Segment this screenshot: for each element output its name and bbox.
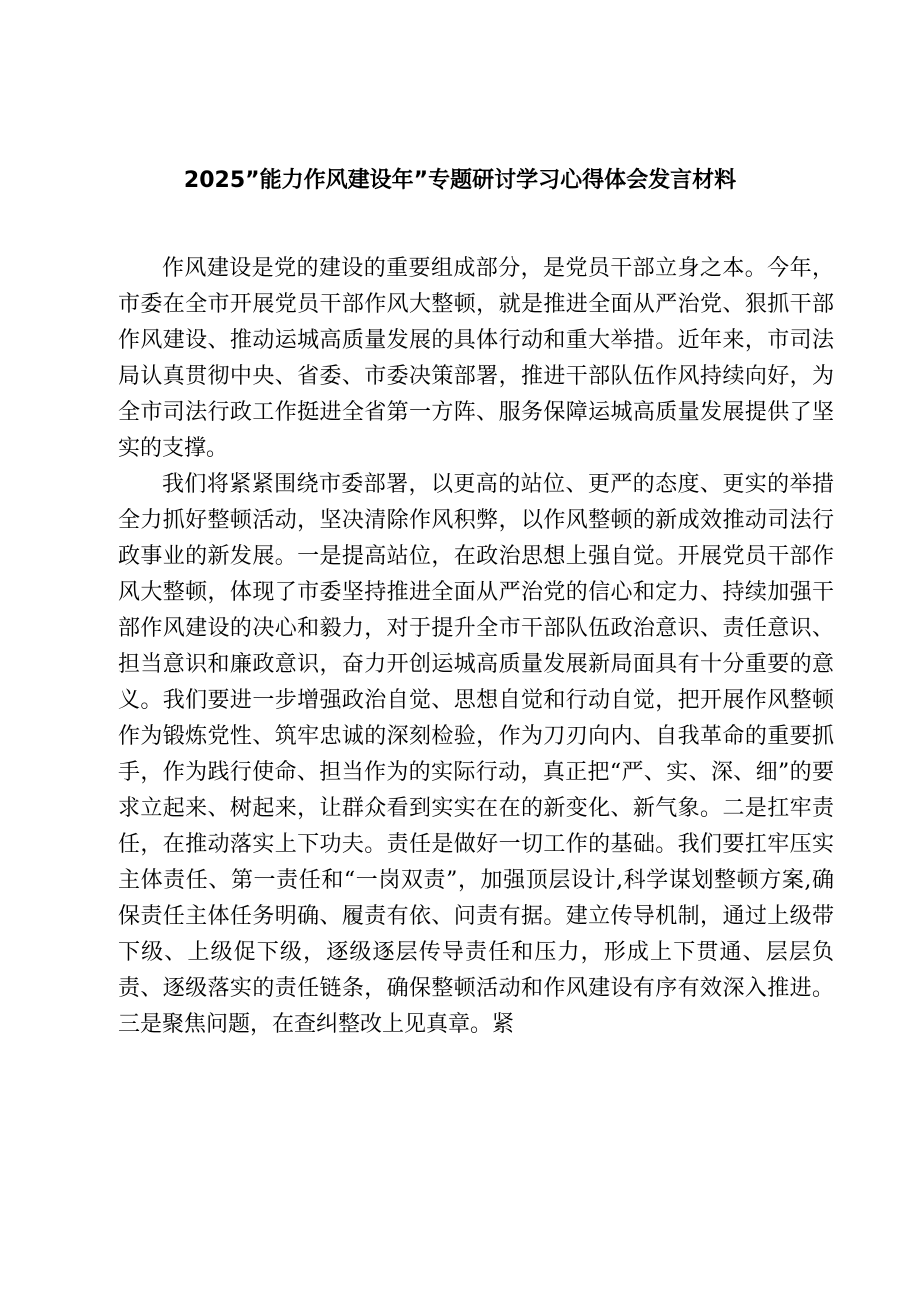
body-paragraph: 我们将紧紧围绕市委部署，以更高的站位、更严的态度、更实的举措全力抓好整顿活动，坚决清除作风积弊，以作风整顿的新成效推动司法行政事业的新发展。一是提高站位，在政治思想上强自觉。开展党员干部作风大整顿，体现了市委坚持推进全面从严治党的信心和定力、持续加强干部作风建设的决心和毅力，对于提升全市干部队伍政治意识、责任意识、担当意识和廉政意识，奋力开创运城高质量发展新局面具有十分重要的意义。我们要进一步增强政治自觉、思想自觉和行动自觉，把开展作风整顿作为锻炼党性、筑牢忠诚的深刻检验，作为刀刃向内、自我革命的重要抓手，作为践行使命、担当作为的实际行动，真正把“严、实、深、细”的要求立起来、树起来，让群众看到实实在在的新变化、新气象。二是扛牢责任，在推动落实上下功夫。责任是做好一切工作的基础。我们要扛牢压实主体责任、第一责任和“一岗双责”，加强顶层设计,科学谋划整顿方案,确保责任主体任务明确、履责有依、问责有据。建立传导机制，通过上级带下级、上级促下级，逐级逐层传导责任和压力，形成上下贯通、层层负责、逐级落实的责任链条，确保整顿活动和作风建设有序有效深入推进。三是聚焦问题，在查纠整改上见真章。紧 xyxy=(118,472,834,1037)
document-body xyxy=(118,251,834,1043)
document-title: 2025”能力作风建设年”专题研讨学习心得体会发言材料 xyxy=(183,168,737,193)
body-paragraph: 作风建设是党的建设的重要组成部分，是党员干部立身之本。今年，市委在全市开展党员干部作风大整顿，就是推进全面从严治党、狠抓干部作风建设、推动运城高质量发展的具体行动和重大举措。近年来，市司法局认真贯彻中央、省委、市委决策部署，推进干部队伍作风持续向好，为全市司法行政工作挺进全省第一方阵、服务保障运城高质量发展提供了坚实的支撑。 xyxy=(118,256,834,461)
